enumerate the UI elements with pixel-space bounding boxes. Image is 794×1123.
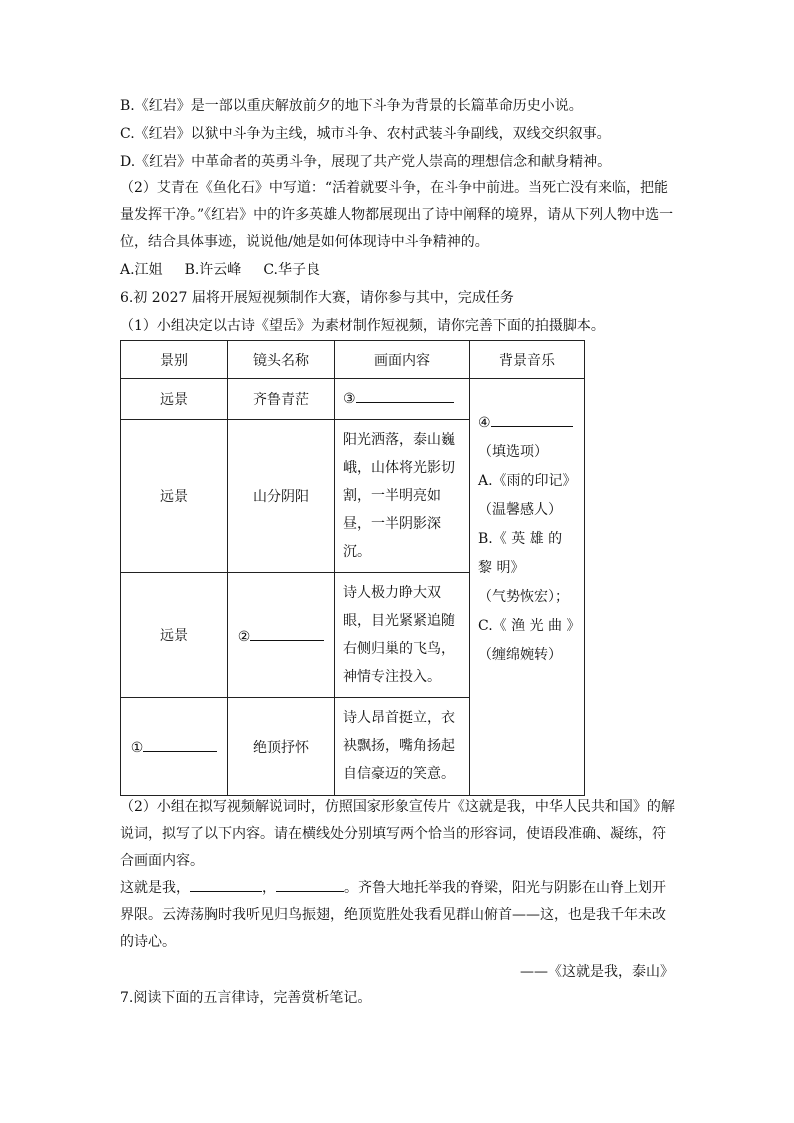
music-option-c-desc: （缠绵婉转）	[478, 647, 562, 663]
shot-size-cell: 远景	[121, 420, 228, 573]
question-2-text: （2）艾青在《鱼化石》中写道：“活着就要斗争，在斗争中前进。当死亡没有来临，把能量发挥干净。”《红岩》中的许多英雄人物都展现出了诗中阐释的境界，请从下列人物中选一位，结合具体事迹，说说他/她是如何体现诗中斗争精神的。	[120, 180, 674, 250]
shot-name-cell: 绝顶抒怀	[228, 698, 335, 796]
blank-number-4: ④	[478, 415, 491, 431]
shot-size-cell	[121, 698, 228, 796]
header-shot-size: 景别	[121, 341, 228, 379]
shot-name-cell	[228, 573, 335, 698]
passage-signature: ——《这就是我，泰山》	[520, 964, 674, 980]
answer-blank-1[interactable]	[143, 737, 217, 752]
scene-content-cell: 诗人极力睁大双眼，目光紧紧追随右侧归巢的飞鸟，神情专注投入。	[335, 573, 470, 698]
music-option-a: A.《雨的印记》	[478, 473, 577, 489]
shot-size-cell: 远景	[121, 573, 228, 698]
music-option-c: C.《 渔 光 曲 》	[478, 618, 581, 634]
question-6-title: 6.初 2027 届将开展短视频制作大赛，请你参与其中，完成任务	[120, 290, 514, 306]
question-6-2-text: （2）小组在拟写视频解说词时，仿照国家形象宣传片《这就是我，中华人民共和国》的解说词，拟写了以下内容。请在横线处分别填写两个恰当的形容词，使语段准确、凝练，符合画面内容。	[120, 799, 675, 869]
table-row	[121, 379, 585, 420]
shot-size-cell: 远景	[121, 379, 228, 420]
adjective-blank-1[interactable]	[190, 876, 262, 892]
blank-number-1: ①	[130, 740, 144, 756]
music-option-a-desc: （温馨感人）	[478, 502, 562, 518]
answer-blank-4[interactable]	[491, 412, 573, 427]
answer-blank-2[interactable]	[250, 626, 324, 641]
shot-name-cell: 齐鲁青茫	[228, 379, 335, 420]
background-music-cell	[470, 379, 585, 796]
answer-blank-3[interactable]	[356, 388, 454, 403]
option-xuyunfeng: B.许云峰	[184, 262, 242, 278]
scene-content-cell: 诗人昂首挺立，衣袂飘扬，嘴角扬起自信豪迈的笑意。	[335, 698, 470, 796]
scene-content-cell	[335, 379, 470, 420]
blank-number-2: ②	[237, 628, 251, 645]
music-hint: （填选项）	[478, 444, 548, 460]
shooting-script-table	[120, 340, 585, 796]
scene-content-cell: 阳光洒落，泰山巍峨，山体将光影切割，一半明亮如昼，一半阴影深沉。	[335, 420, 470, 573]
option-huaziliang: C.华子良	[263, 262, 320, 278]
option-b-line: B.《红岩》是一部以重庆解放前夕的地下斗争为背景的长篇革命历史小说。	[120, 98, 583, 114]
header-background-music: 背景音乐	[470, 341, 585, 379]
shot-name-cell: 山分阴阳	[228, 420, 335, 573]
adjective-blank-2[interactable]	[276, 876, 344, 892]
option-jiangjie: A.江姐	[120, 262, 163, 278]
table-header-row	[121, 341, 585, 379]
header-shot-name: 镜头名称	[228, 341, 335, 379]
option-c-line: C.《红岩》以狱中斗争为主线，城市斗争、农村武装斗争副线，双线交织叙事。	[120, 126, 611, 142]
music-option-b: B.《 英 雄 的 黎 明》	[478, 531, 563, 576]
header-scene-content: 画面内容	[335, 341, 470, 379]
narration-passage: 这就是我， ， 。齐鲁大地托举我的脊梁，阳光与阴影在山脊上划开界限。云涛荡胸时我听见归鸟振翅，绝顶览胜处我看见群山俯首——这，也是我千年未改的诗心。	[120, 875, 675, 956]
question-7-title: 7.阅读下面的五言律诗，完善赏析笔记。	[120, 990, 372, 1006]
character-options	[120, 260, 342, 280]
option-d-line: D.《红岩》中革命者的英勇斗争，展现了共产党人崇高的理想信念和献身精神。	[120, 154, 612, 170]
blank-number-3: ③	[343, 391, 356, 407]
question-6-1-text: （1）小组决定以古诗《望岳》为素材制作短视频，请你完善下面的拍摄脚本。	[120, 318, 605, 334]
music-option-b-desc: （气势恢宏）；	[478, 589, 569, 605]
